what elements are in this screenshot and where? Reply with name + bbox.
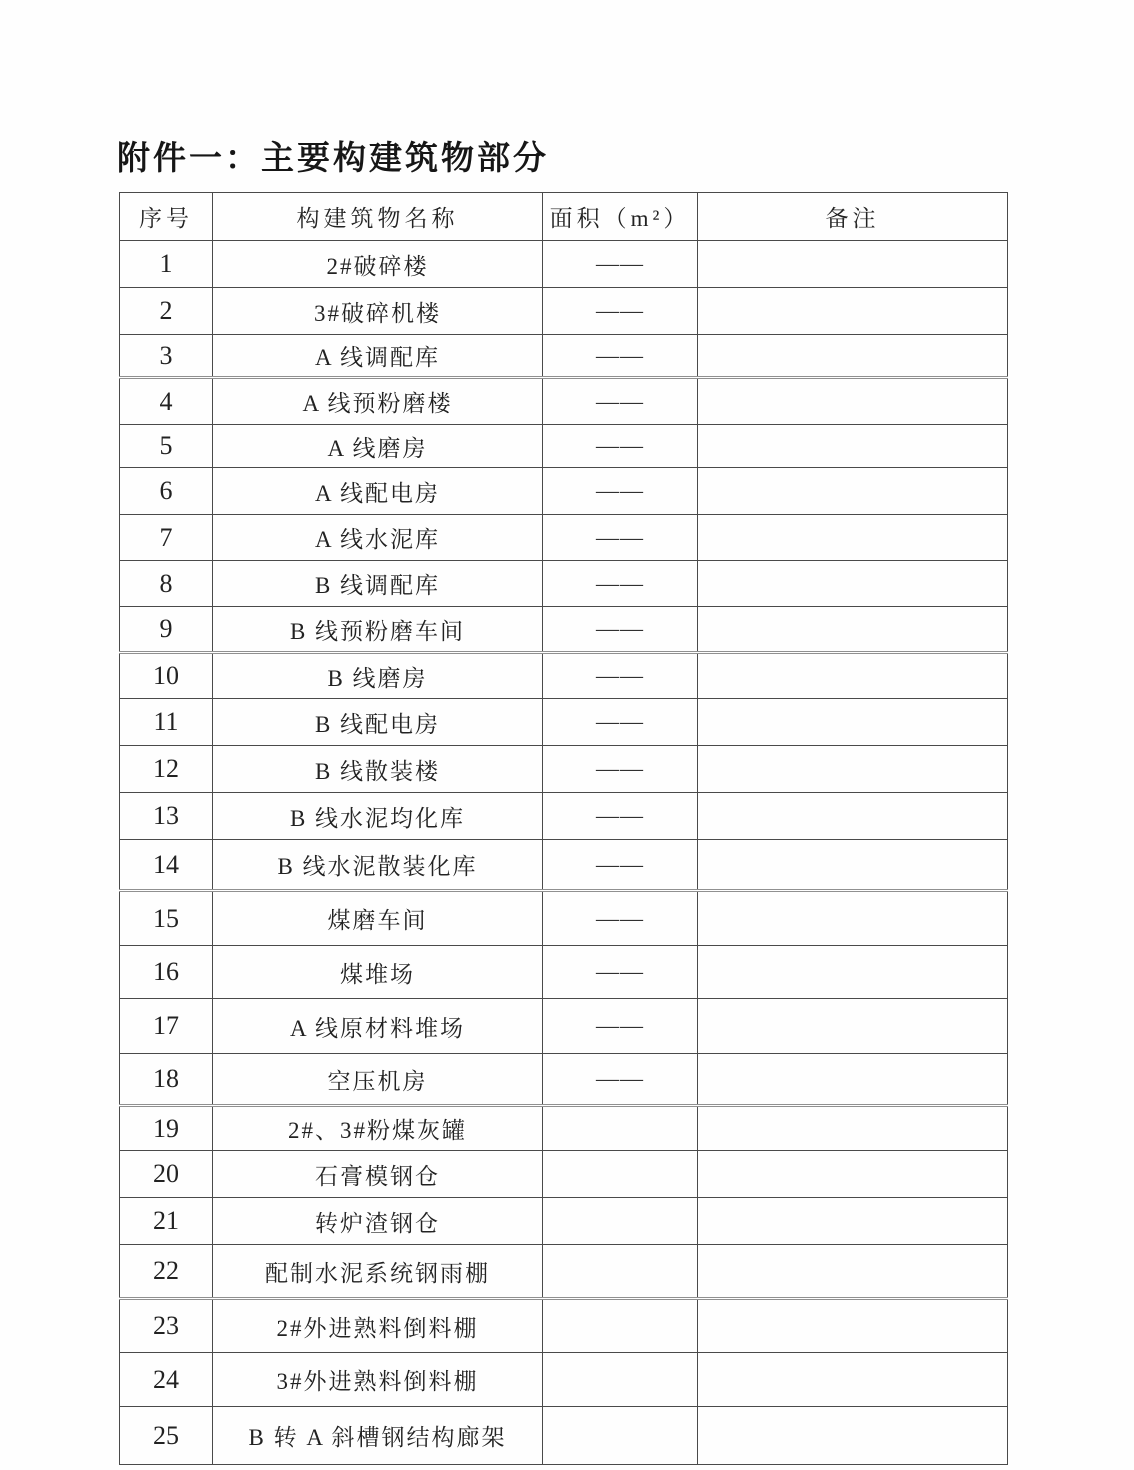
name-cell: A 线预粉磨楼 <box>213 378 543 425</box>
area-cell: —— <box>543 946 698 999</box>
name-cell: 3#破碎机楼 <box>213 288 543 335</box>
name-cell: 2#外进熟料倒料棚 <box>213 1299 543 1353</box>
name-cell: B 线水泥散装化库 <box>213 840 543 891</box>
area-cell: —— <box>543 468 698 515</box>
remark-cell <box>698 840 1008 891</box>
area-cell <box>543 1106 698 1151</box>
remark-cell <box>698 515 1008 561</box>
table-body <box>120 241 1008 1465</box>
serial-cell: 20 <box>120 1151 213 1198</box>
remark-cell <box>698 607 1008 653</box>
table-row <box>120 891 1008 946</box>
name-cell: 石膏模钢仓 <box>213 1151 543 1198</box>
serial-cell: 15 <box>120 891 213 946</box>
table-row <box>120 1106 1008 1151</box>
area-cell <box>543 1299 698 1353</box>
serial-cell: 1 <box>120 241 213 288</box>
remark-cell <box>698 1106 1008 1151</box>
remark-cell <box>698 946 1008 999</box>
area-cell: —— <box>543 746 698 793</box>
serial-cell: 7 <box>120 515 213 561</box>
name-cell: B 线散装楼 <box>213 746 543 793</box>
remark-cell <box>698 561 1008 607</box>
header-row <box>120 193 1008 241</box>
area-cell: —— <box>543 335 698 378</box>
area-cell: —— <box>543 891 698 946</box>
header-remark: 备注 <box>698 193 1008 241</box>
name-cell: A 线原材料堆场 <box>213 999 543 1054</box>
area-cell: —— <box>543 241 698 288</box>
table-row <box>120 999 1008 1054</box>
serial-cell: 8 <box>120 561 213 607</box>
table-row <box>120 468 1008 515</box>
remark-cell <box>698 891 1008 946</box>
name-cell: 配制水泥系统钢雨棚 <box>213 1245 543 1299</box>
area-cell: —— <box>543 378 698 425</box>
area-cell <box>543 1407 698 1465</box>
remark-cell <box>698 1353 1008 1407</box>
remark-cell <box>698 335 1008 378</box>
serial-cell: 25 <box>120 1407 213 1465</box>
name-cell: B 转 A 斜槽钢结构廊架 <box>213 1407 543 1465</box>
area-cell: —— <box>543 515 698 561</box>
remark-cell <box>698 653 1008 699</box>
remark-cell <box>698 746 1008 793</box>
name-cell: 2#、3#粉煤灰罐 <box>213 1106 543 1151</box>
serial-cell: 4 <box>120 378 213 425</box>
serial-cell: 6 <box>120 468 213 515</box>
serial-cell: 9 <box>120 607 213 653</box>
remark-cell <box>698 793 1008 840</box>
serial-cell: 12 <box>120 746 213 793</box>
name-cell: 2#破碎楼 <box>213 241 543 288</box>
table-row <box>120 1198 1008 1245</box>
area-cell <box>543 1353 698 1407</box>
remark-cell <box>698 468 1008 515</box>
header-name: 构建筑物名称 <box>213 193 543 241</box>
table-row <box>120 1299 1008 1353</box>
name-cell: A 线调配库 <box>213 335 543 378</box>
name-cell: 空压机房 <box>213 1054 543 1106</box>
area-cell: —— <box>543 425 698 468</box>
area-cell: —— <box>543 607 698 653</box>
serial-cell: 24 <box>120 1353 213 1407</box>
table-row <box>120 607 1008 653</box>
area-cell: —— <box>543 288 698 335</box>
serial-cell: 16 <box>120 946 213 999</box>
name-cell: 煤堆场 <box>213 946 543 999</box>
serial-cell: 21 <box>120 1198 213 1245</box>
table-row <box>120 1054 1008 1106</box>
table-row <box>120 653 1008 699</box>
serial-cell: 14 <box>120 840 213 891</box>
buildings-table <box>119 192 1008 1465</box>
remark-cell <box>698 1151 1008 1198</box>
table-row <box>120 288 1008 335</box>
table-row <box>120 378 1008 425</box>
table-row <box>120 1407 1008 1465</box>
area-cell: —— <box>543 1054 698 1106</box>
remark-cell <box>698 1198 1008 1245</box>
serial-cell: 18 <box>120 1054 213 1106</box>
table-row <box>120 335 1008 378</box>
name-cell: A 线磨房 <box>213 425 543 468</box>
remark-cell <box>698 378 1008 425</box>
name-cell: 3#外进熟料倒料棚 <box>213 1353 543 1407</box>
table-row <box>120 793 1008 840</box>
area-cell <box>543 1151 698 1198</box>
name-cell: 煤磨车间 <box>213 891 543 946</box>
table-row <box>120 425 1008 468</box>
remark-cell <box>698 1407 1008 1465</box>
serial-cell: 3 <box>120 335 213 378</box>
name-cell: A 线配电房 <box>213 468 543 515</box>
serial-cell: 11 <box>120 699 213 746</box>
remark-cell <box>698 999 1008 1054</box>
remark-cell <box>698 288 1008 335</box>
name-cell: B 线磨房 <box>213 653 543 699</box>
remark-cell <box>698 699 1008 746</box>
name-cell: B 线配电房 <box>213 699 543 746</box>
serial-cell: 17 <box>120 999 213 1054</box>
remark-cell <box>698 1245 1008 1299</box>
remark-cell <box>698 1054 1008 1106</box>
table-row <box>120 1151 1008 1198</box>
area-cell: —— <box>543 699 698 746</box>
serial-cell: 22 <box>120 1245 213 1299</box>
remark-cell <box>698 1299 1008 1353</box>
area-cell: —— <box>543 653 698 699</box>
serial-cell: 5 <box>120 425 213 468</box>
remark-cell <box>698 241 1008 288</box>
header-area: 面积（m²） <box>543 193 698 241</box>
area-cell: —— <box>543 999 698 1054</box>
remark-cell <box>698 425 1008 468</box>
area-cell <box>543 1245 698 1299</box>
table-row <box>120 1353 1008 1407</box>
serial-cell: 23 <box>120 1299 213 1353</box>
page-title: 附件一：主要构建筑物部分 <box>117 141 549 177</box>
name-cell: B 线水泥均化库 <box>213 793 543 840</box>
table-row <box>120 241 1008 288</box>
name-cell: B 线调配库 <box>213 561 543 607</box>
table-row <box>120 515 1008 561</box>
table-row <box>120 840 1008 891</box>
serial-cell: 19 <box>120 1106 213 1151</box>
area-cell: —— <box>543 793 698 840</box>
serial-cell: 10 <box>120 653 213 699</box>
name-cell: A 线水泥库 <box>213 515 543 561</box>
serial-cell: 2 <box>120 288 213 335</box>
table-row <box>120 699 1008 746</box>
name-cell: B 线预粉磨车间 <box>213 607 543 653</box>
area-cell: —— <box>543 561 698 607</box>
header-serial: 序号 <box>120 193 213 241</box>
area-cell <box>543 1198 698 1245</box>
serial-cell: 13 <box>120 793 213 840</box>
table-row <box>120 746 1008 793</box>
table-row <box>120 1245 1008 1299</box>
table-row <box>120 561 1008 607</box>
name-cell: 转炉渣钢仓 <box>213 1198 543 1245</box>
table-row <box>120 946 1008 999</box>
area-cell: —— <box>543 840 698 891</box>
